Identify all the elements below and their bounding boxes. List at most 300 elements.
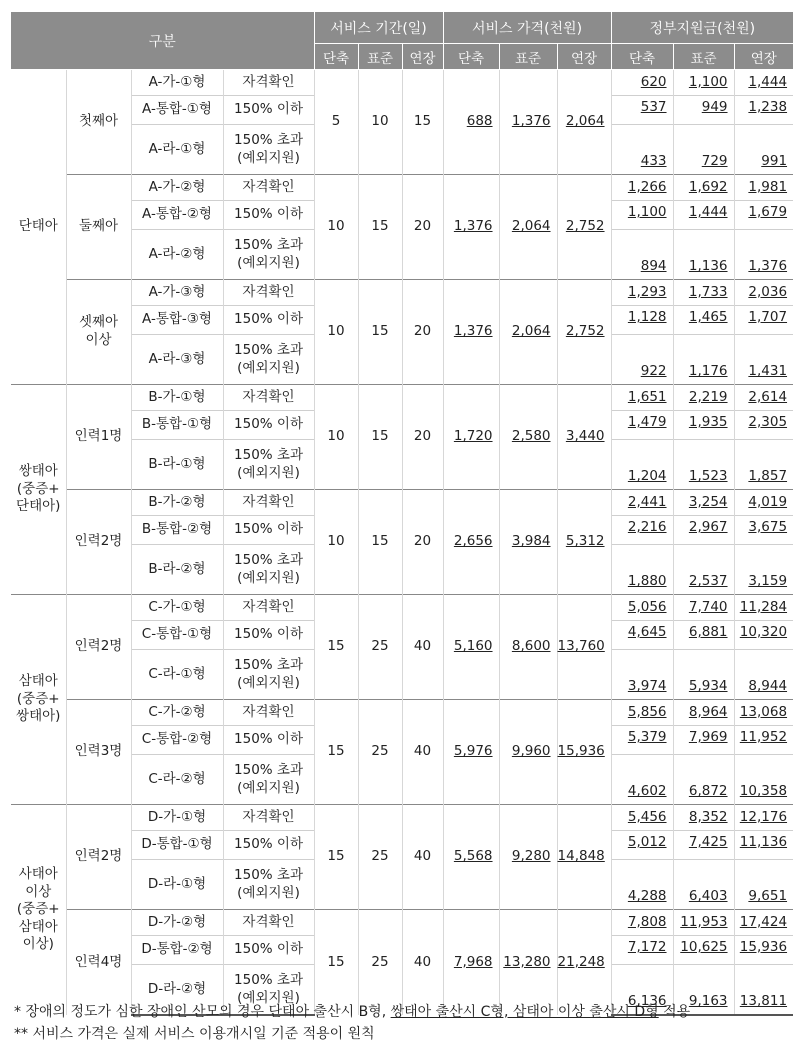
subsidy-standard [673, 175, 734, 201]
subsidy-standard-value: 8,352 [688, 808, 728, 825]
subsidy-short [611, 516, 673, 545]
subsidy-extended [734, 230, 793, 280]
income-condition: 150% 초과 (예외지원) [223, 860, 314, 910]
income-condition: 자격확인 [223, 280, 314, 306]
header-price-standard: 표준 [499, 44, 557, 70]
subsidy-extended-value: 17,424 [739, 913, 788, 930]
subsidy-short-value: 922 [640, 363, 667, 380]
price-standard [499, 700, 557, 805]
footnote-1 [14, 1001, 794, 1023]
subsidy-short [611, 805, 673, 831]
subsidy-extended [734, 306, 793, 335]
subsidy-standard-value: 1,176 [688, 363, 728, 380]
subsidy-extended-value: 13,068 [739, 703, 788, 720]
subsidy-extended [734, 860, 793, 910]
subsidy-short [611, 831, 673, 860]
period-short: 10 [314, 280, 358, 385]
income-condition: 150% 이하 [223, 96, 314, 125]
period-standard: 25 [358, 805, 402, 910]
price-short-value: 688 [466, 113, 493, 130]
period-short: 15 [314, 595, 358, 700]
header-category: 구분 [11, 12, 314, 70]
subsidy-short [611, 201, 673, 230]
subsidy-short [611, 440, 673, 490]
subsidy-extended [734, 201, 793, 230]
subsidy-extended-value: 1,981 [748, 178, 788, 195]
service-type: A-라-①형 [131, 125, 223, 175]
subsidy-extended-value: 2,614 [748, 388, 788, 405]
subsidy-short-value: 1,204 [627, 468, 667, 485]
subsidy-extended-value: 3,159 [748, 573, 788, 590]
subsidy-extended [734, 700, 793, 726]
table-row [11, 490, 793, 516]
price-standard [499, 490, 557, 595]
subsidy-short-value: 6,136 [627, 993, 667, 1010]
header-subsidy-extended: 연장 [734, 44, 793, 70]
table-row [11, 280, 793, 306]
subsidy-standard-value: 2,537 [688, 573, 728, 590]
subsidy-extended-value: 1,857 [748, 468, 788, 485]
subsidy-extended [734, 335, 793, 385]
subsidy-extended-value: 8,944 [748, 678, 788, 695]
subsidy-standard-value: 2,967 [688, 519, 728, 535]
income-condition: 자격확인 [223, 385, 314, 411]
price-short-value: 1,376 [453, 218, 493, 235]
service-type: C-가-①형 [131, 595, 223, 621]
service-type: D-라-①형 [131, 860, 223, 910]
subgroup-label: 첫째아 [66, 70, 131, 175]
service-type: A-통합-③형 [131, 306, 223, 335]
subsidy-extended-value: 991 [761, 153, 788, 170]
subsidy-standard-value: 10,625 [680, 939, 728, 955]
price-extended [557, 700, 611, 805]
subsidy-standard [673, 490, 734, 516]
price-extended [557, 70, 611, 175]
subsidy-standard-value: 6,881 [688, 624, 728, 640]
price-standard [499, 280, 557, 385]
subsidy-standard [673, 700, 734, 726]
subsidy-extended [734, 805, 793, 831]
subgroup-label: 둘째아 [66, 175, 131, 280]
subsidy-extended-value: 10,358 [739, 783, 788, 800]
subsidy-standard [673, 335, 734, 385]
subsidy-short [611, 385, 673, 411]
price-short [443, 175, 499, 280]
footnote-1-suffix: 적용 [658, 1004, 691, 1020]
subsidy-standard-value: 7,425 [688, 834, 728, 850]
subsidy-standard-value: 8,964 [688, 703, 728, 720]
subsidy-standard [673, 96, 734, 125]
table-body [11, 70, 793, 1016]
subsidy-short-value: 1,651 [627, 388, 667, 405]
subsidy-short-value: 4,645 [627, 624, 667, 640]
income-condition: 150% 이하 [223, 201, 314, 230]
subsidy-short-value: 620 [640, 73, 667, 90]
service-type: A-가-②형 [131, 175, 223, 201]
period-extended: 40 [402, 805, 443, 910]
subsidy-standard-value: 3,254 [688, 493, 728, 510]
period-standard: 25 [358, 595, 402, 700]
income-condition: 150% 이하 [223, 306, 314, 335]
price-standard-value: 3,984 [511, 533, 551, 550]
subsidy-short [611, 411, 673, 440]
subsidy-standard [673, 726, 734, 755]
subsidy-short-value: 4,288 [627, 888, 667, 905]
subsidy-short-value: 7,808 [627, 913, 667, 930]
subsidy-short-value: 1,479 [627, 414, 667, 430]
subsidy-short-value: 433 [640, 153, 667, 170]
income-condition: 150% 초과 (예외지원) [223, 545, 314, 595]
period-extended: 40 [402, 910, 443, 1016]
subgroup-label: 인력1명 [66, 385, 131, 490]
subsidy-standard [673, 805, 734, 831]
price-short-value: 2,656 [453, 533, 493, 550]
price-extended [557, 385, 611, 490]
period-extended: 20 [402, 280, 443, 385]
service-type: B-가-①형 [131, 385, 223, 411]
service-type: C-통합-①형 [131, 621, 223, 650]
subsidy-extended [734, 545, 793, 595]
subsidy-extended [734, 385, 793, 411]
subsidy-standard [673, 280, 734, 306]
subsidy-table-container [11, 12, 793, 1016]
period-extended: 20 [402, 490, 443, 595]
price-extended [557, 910, 611, 1016]
price-standard-value: 13,280 [503, 953, 551, 970]
subsidy-extended-value: 15,936 [739, 939, 788, 955]
subgroup-label: 인력3명 [66, 700, 131, 805]
period-standard: 15 [358, 175, 402, 280]
period-extended: 15 [402, 70, 443, 175]
income-condition: 자격확인 [223, 595, 314, 621]
subsidy-short [611, 70, 673, 96]
subsidy-standard-value: 9,163 [688, 993, 728, 1010]
income-condition: 150% 초과 (예외지원) [223, 755, 314, 805]
subsidy-short-value: 5,456 [627, 808, 667, 825]
subsidy-short [611, 755, 673, 805]
price-short-value: 1,376 [453, 323, 493, 340]
price-standard-value: 2,064 [511, 323, 551, 340]
service-type: C-가-②형 [131, 700, 223, 726]
footnote-1-prefix: * 장애의 정도가 심한 장애인 산모의 경우 단태아 출산시 B형, [14, 1004, 391, 1020]
subsidy-extended [734, 831, 793, 860]
subsidy-short [611, 910, 673, 936]
subgroup-label: 셋째아 이상 [66, 280, 131, 385]
income-condition: 150% 초과 (예외지원) [223, 650, 314, 700]
price-standard [499, 595, 557, 700]
subsidy-standard [673, 621, 734, 650]
income-condition: 150% 이하 [223, 621, 314, 650]
subsidy-standard [673, 936, 734, 965]
period-short: 15 [314, 910, 358, 1016]
subgroup-label: 인력2명 [66, 490, 131, 595]
footnote-2: ** 서비스 가격은 실제 서비스 이용개시일 기준 적용이 원칙 [14, 1026, 375, 1042]
service-type: A-라-③형 [131, 335, 223, 385]
subsidy-extended-value: 3,675 [748, 519, 788, 535]
service-type: C-라-②형 [131, 755, 223, 805]
income-condition: 150% 초과 (예외지원) [223, 125, 314, 175]
group-label: 쌍태아 (중증+ 단태아) [11, 385, 66, 595]
income-condition: 150% 초과 (예외지원) [223, 440, 314, 490]
service-type: B-라-①형 [131, 440, 223, 490]
subsidy-extended [734, 910, 793, 936]
income-condition: 자격확인 [223, 490, 314, 516]
service-type: A-라-②형 [131, 230, 223, 280]
income-condition: 150% 이하 [223, 516, 314, 545]
subgroup-label: 인력4명 [66, 910, 131, 1016]
service-type: B-통합-②형 [131, 516, 223, 545]
price-short-value: 5,568 [453, 848, 493, 865]
income-condition: 자격확인 [223, 910, 314, 936]
subsidy-standard [673, 831, 734, 860]
subsidy-extended [734, 595, 793, 621]
subsidy-extended [734, 440, 793, 490]
price-extended-value: 14,848 [557, 848, 605, 865]
subsidy-standard-value: 1,100 [688, 73, 728, 90]
subsidy-extended [734, 280, 793, 306]
subsidy-standard [673, 440, 734, 490]
subsidy-short [611, 595, 673, 621]
subsidy-short [611, 175, 673, 201]
price-extended-value: 13,760 [557, 638, 605, 655]
service-type: B-통합-①형 [131, 411, 223, 440]
subsidy-standard [673, 201, 734, 230]
subsidy-standard-value: 1,465 [688, 309, 728, 325]
subsidy-extended [734, 125, 793, 175]
service-type: D-라-②형 [131, 965, 223, 1016]
income-condition: 자격확인 [223, 175, 314, 201]
price-extended-value: 2,752 [565, 218, 605, 235]
price-extended-value: 3,440 [565, 428, 605, 445]
subsidy-standard-value: 1,935 [688, 414, 728, 430]
period-short: 5 [314, 70, 358, 175]
footnote-1-underlined: 쌍태아 출산시 C형, 삼태아 이상 출산시 D형 [390, 1004, 659, 1020]
price-standard-value: 8,600 [511, 638, 551, 655]
price-short [443, 910, 499, 1016]
service-type: A-통합-②형 [131, 201, 223, 230]
service-type: D-가-①형 [131, 805, 223, 831]
subsidy-table [11, 12, 793, 1016]
subsidy-extended [734, 70, 793, 96]
table-row [11, 595, 793, 621]
subsidy-short [611, 650, 673, 700]
service-type: A-통합-①형 [131, 96, 223, 125]
subsidy-extended-value: 1,238 [748, 99, 788, 115]
service-type: D-통합-②형 [131, 936, 223, 965]
footnotes [14, 1001, 794, 1045]
price-standard [499, 385, 557, 490]
table-row [11, 910, 793, 936]
subsidy-extended-value: 1,444 [748, 73, 788, 90]
price-extended [557, 805, 611, 910]
subsidy-extended [734, 175, 793, 201]
subsidy-standard [673, 125, 734, 175]
subsidy-standard-value: 729 [701, 153, 728, 170]
subsidy-short [611, 306, 673, 335]
subsidy-short [611, 621, 673, 650]
subsidy-short-value: 2,441 [627, 493, 667, 510]
subsidy-standard-value: 1,692 [688, 178, 728, 195]
subsidy-standard [673, 860, 734, 910]
price-extended [557, 595, 611, 700]
subsidy-standard-value: 1,444 [688, 204, 728, 220]
income-condition: 자격확인 [223, 700, 314, 726]
subsidy-extended [734, 96, 793, 125]
price-short [443, 700, 499, 805]
subsidy-standard-value: 7,740 [688, 598, 728, 615]
subsidy-extended [734, 621, 793, 650]
subsidy-extended-value: 2,036 [748, 283, 788, 300]
header-period-standard: 표준 [358, 44, 402, 70]
service-type: A-가-①형 [131, 70, 223, 96]
subsidy-short [611, 230, 673, 280]
subsidy-short-value: 1,100 [627, 204, 667, 220]
income-condition: 자격확인 [223, 70, 314, 96]
subgroup-label: 인력2명 [66, 595, 131, 700]
table-header [11, 12, 793, 70]
income-condition: 자격확인 [223, 805, 314, 831]
subsidy-standard [673, 411, 734, 440]
price-extended-value: 15,936 [557, 743, 605, 760]
subsidy-standard-value: 6,872 [688, 783, 728, 800]
subsidy-standard-value: 11,953 [680, 913, 728, 930]
subsidy-extended [734, 936, 793, 965]
subsidy-standard [673, 516, 734, 545]
price-short [443, 805, 499, 910]
subsidy-short-value: 1,293 [627, 283, 667, 300]
subsidy-short-value: 2,216 [627, 519, 667, 535]
subsidy-standard [673, 385, 734, 411]
period-short: 10 [314, 490, 358, 595]
price-short [443, 70, 499, 175]
subsidy-short-value: 5,379 [627, 729, 667, 745]
header-price-extended: 연장 [557, 44, 611, 70]
subsidy-standard [673, 910, 734, 936]
subsidy-extended-value: 1,707 [748, 309, 788, 325]
price-standard-value: 9,960 [511, 743, 551, 760]
period-standard: 15 [358, 280, 402, 385]
subsidy-short-value: 7,172 [627, 939, 667, 955]
subsidy-short-value: 1,266 [627, 178, 667, 195]
period-short: 10 [314, 175, 358, 280]
subsidy-extended-value: 11,284 [739, 598, 788, 615]
subsidy-short-value: 3,974 [627, 678, 667, 695]
subsidy-short [611, 280, 673, 306]
subsidy-short [611, 936, 673, 965]
subsidy-extended-value: 10,320 [739, 624, 788, 640]
subsidy-extended [734, 490, 793, 516]
subsidy-extended-value: 1,376 [748, 258, 788, 275]
period-standard: 15 [358, 490, 402, 595]
income-condition: 150% 초과 (예외지원) [223, 230, 314, 280]
subsidy-extended-value: 12,176 [739, 808, 788, 825]
subsidy-short [611, 96, 673, 125]
period-short: 15 [314, 700, 358, 805]
price-extended [557, 175, 611, 280]
price-short [443, 490, 499, 595]
header-subsidy-short: 단축 [611, 44, 673, 70]
income-condition: 150% 이하 [223, 726, 314, 755]
subsidy-standard-value: 2,219 [688, 388, 728, 405]
header-subsidy-standard: 표준 [673, 44, 734, 70]
price-standard [499, 910, 557, 1016]
subsidy-short [611, 125, 673, 175]
period-standard: 15 [358, 385, 402, 490]
period-standard: 25 [358, 700, 402, 805]
subsidy-extended [734, 755, 793, 805]
table-row [11, 700, 793, 726]
table-row [11, 385, 793, 411]
income-condition: 150% 초과 (예외지원) [223, 335, 314, 385]
table-row [11, 175, 793, 201]
subsidy-extended [734, 411, 793, 440]
subsidy-standard-value: 7,969 [688, 729, 728, 745]
service-type: A-가-③형 [131, 280, 223, 306]
subsidy-extended-value: 11,952 [739, 729, 788, 745]
price-standard-value: 1,376 [511, 113, 551, 130]
price-short [443, 385, 499, 490]
period-extended: 20 [402, 175, 443, 280]
subsidy-standard-value: 1,136 [688, 258, 728, 275]
subsidy-extended-value: 11,136 [739, 834, 788, 850]
header-price-short: 단축 [443, 44, 499, 70]
price-standard-value: 2,064 [511, 218, 551, 235]
price-short [443, 595, 499, 700]
subsidy-standard [673, 230, 734, 280]
price-standard-value: 9,280 [511, 848, 551, 865]
header-period: 서비스 기간(일) [314, 12, 443, 44]
income-condition: 150% 이하 [223, 936, 314, 965]
subsidy-short [611, 490, 673, 516]
subsidy-extended [734, 650, 793, 700]
price-standard [499, 70, 557, 175]
header-subsidy: 정부지원금(천원) [611, 12, 793, 44]
header-period-short: 단축 [314, 44, 358, 70]
price-short-value: 5,976 [453, 743, 493, 760]
subgroup-label: 인력2명 [66, 805, 131, 910]
price-short-value: 7,968 [453, 953, 493, 970]
subsidy-standard [673, 755, 734, 805]
price-extended-value: 2,064 [565, 113, 605, 130]
group-label: 사태아 이상 (중증+ 삼태아 이상) [11, 805, 66, 1016]
subsidy-short [611, 700, 673, 726]
service-type: B-라-②형 [131, 545, 223, 595]
period-extended: 40 [402, 595, 443, 700]
subsidy-short-value: 537 [640, 99, 667, 115]
price-extended [557, 280, 611, 385]
subsidy-short-value: 894 [640, 258, 667, 275]
subsidy-standard-value: 5,934 [688, 678, 728, 695]
subsidy-short [611, 335, 673, 385]
price-standard [499, 805, 557, 910]
income-condition: 150% 이하 [223, 831, 314, 860]
service-type: C-라-①형 [131, 650, 223, 700]
subsidy-standard-value: 1,733 [688, 283, 728, 300]
subsidy-extended-value: 9,651 [748, 888, 788, 905]
price-standard-value: 2,580 [511, 428, 551, 445]
subsidy-extended-value: 1,679 [748, 204, 788, 220]
price-extended [557, 490, 611, 595]
subsidy-short-value: 5,012 [627, 834, 667, 850]
period-extended: 40 [402, 700, 443, 805]
subsidy-standard [673, 650, 734, 700]
period-extended: 20 [402, 385, 443, 490]
subsidy-extended-value: 13,811 [739, 993, 788, 1010]
group-label: 삼태아 (중증+ 쌍태아) [11, 595, 66, 805]
subsidy-standard [673, 545, 734, 595]
price-extended-value: 21,248 [557, 953, 605, 970]
service-type: C-통합-②형 [131, 726, 223, 755]
